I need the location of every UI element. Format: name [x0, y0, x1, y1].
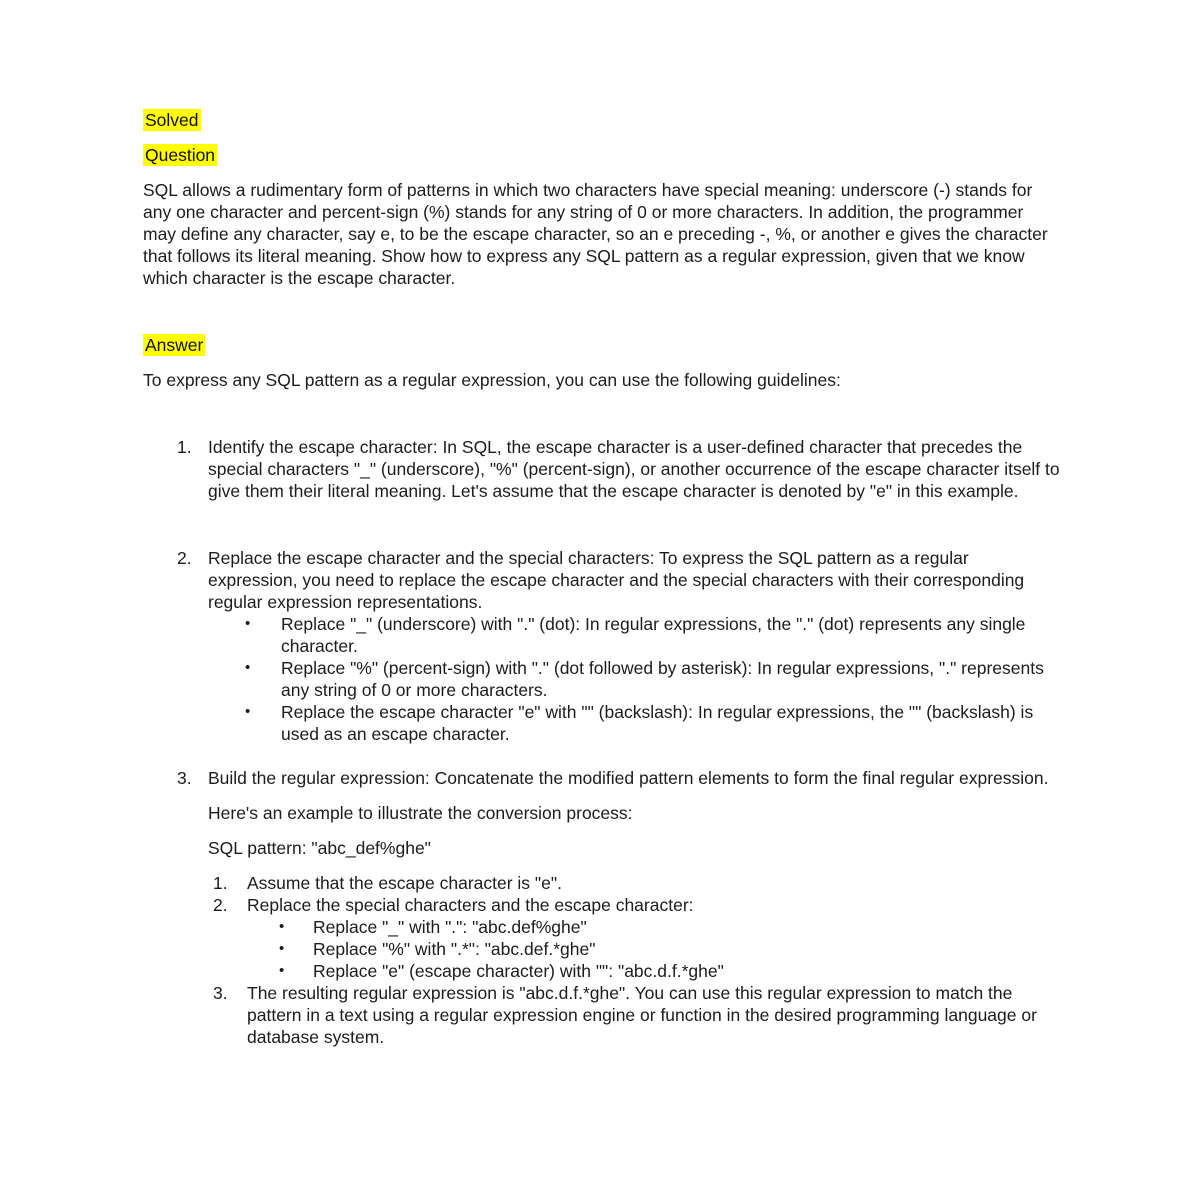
example-step-2-bullet-3 [143, 960, 1061, 982]
answer-intro: To express any SQL pattern as a regular expression, you can use the following guidelines: [143, 370, 841, 390]
bullet-icon: • [279, 962, 285, 979]
bullet-text: Replace "%" with ".*": "abc.def.*ghe" [313, 939, 596, 959]
list-number: 1. [177, 437, 192, 457]
example-step-2-bullet-2 [143, 938, 1061, 960]
question-label: Question [145, 145, 216, 165]
example-step-2 [143, 894, 1061, 916]
bullet-text: Replace "e" (escape character) with "": "abc.d.f.*ghe" [313, 961, 724, 981]
guideline-item-2 [143, 547, 1061, 613]
list-number: 3. [177, 768, 192, 788]
solved-label: Solved [145, 110, 199, 130]
bullet-icon: • [245, 659, 251, 676]
step-text: The resulting regular expression is "abc.d.f.*ghe". You can use this regular expression to match the pattern in a text using a regular expression engine or function in the desired programming language or database system. [247, 983, 1037, 1047]
step-text: Replace the special characters and the escape character: [247, 895, 694, 915]
guideline-item-1 [143, 436, 1061, 502]
bullet-icon: • [279, 940, 285, 957]
example-intro: Here's an example to illustrate the conversion process: [208, 803, 633, 823]
bullet-text: Replace "_" with ".": "abc.def%ghe" [313, 917, 587, 937]
guideline-text: Replace the escape character and the special characters: To express the SQL pattern as a regular expression, you need to replace the escape character and the special characters with their corresponding regular expression representations. [208, 548, 1025, 612]
step-text: Assume that the escape character is "e". [247, 873, 562, 893]
list-number: 1. [213, 873, 228, 893]
sql-pattern-line: SQL pattern: "abc_def%ghe" [208, 838, 431, 858]
question-paragraph: SQL allows a rudimentary form of patterns in which two characters have special meaning: underscore (-) stands for any one character and percent-sign (%) stands for any string of 0 or more characters. In addition, the programmer may define any character, say e, to be the escape character, so an e preceding -, %, or another e gives the character that follows its literal meaning. Show how to express any SQL pattern as a regular expression, given that we know which character is the escape character. [143, 180, 1048, 288]
answer-label: Answer [145, 335, 204, 355]
example-step-2-bullet-1 [143, 916, 1061, 938]
example-step-1 [143, 872, 1061, 894]
document-page [143, 109, 1061, 1048]
bullet-text: Replace "%" (percent-sign) with "." (dot followed by asterisk): In regular expressions, "." represents any string of 0 or more characters. [281, 658, 1044, 700]
bullet-icon: • [245, 615, 251, 632]
guideline-text: Identify the escape character: In SQL, the escape character is a user-defined character that precedes the special characters "_" (underscore), "%" (percent-sign), or another occurrence of the escape character itself to give them their literal meaning. Let's assume that the escape character is denoted by "e" in this example. [208, 437, 1060, 501]
list-number: 3. [213, 983, 228, 1003]
example-step-3 [143, 982, 1061, 1048]
guideline-item-3 [143, 767, 1061, 789]
guideline-2-bullet-1 [143, 613, 1061, 657]
answer-heading [143, 334, 1061, 356]
bullet-text: Replace the escape character "e" with "" (backslash): In regular expressions, the "" (backslash) is used as an escape character. [281, 702, 1034, 744]
list-number: 2. [177, 548, 192, 568]
question-heading [143, 144, 1061, 166]
bullet-icon: • [279, 918, 285, 935]
bullet-icon: • [245, 703, 251, 720]
guideline-2-bullet-3 [143, 701, 1061, 745]
guideline-text: Build the regular expression: Concatenate the modified pattern elements to form the final regular expression. [208, 768, 1049, 788]
guideline-2-bullet-2 [143, 657, 1061, 701]
solved-heading [143, 109, 1061, 131]
list-number: 2. [213, 895, 228, 915]
bullet-text: Replace "_" (underscore) with "." (dot): In regular expressions, the "." (dot) represents any single character. [281, 614, 1026, 656]
